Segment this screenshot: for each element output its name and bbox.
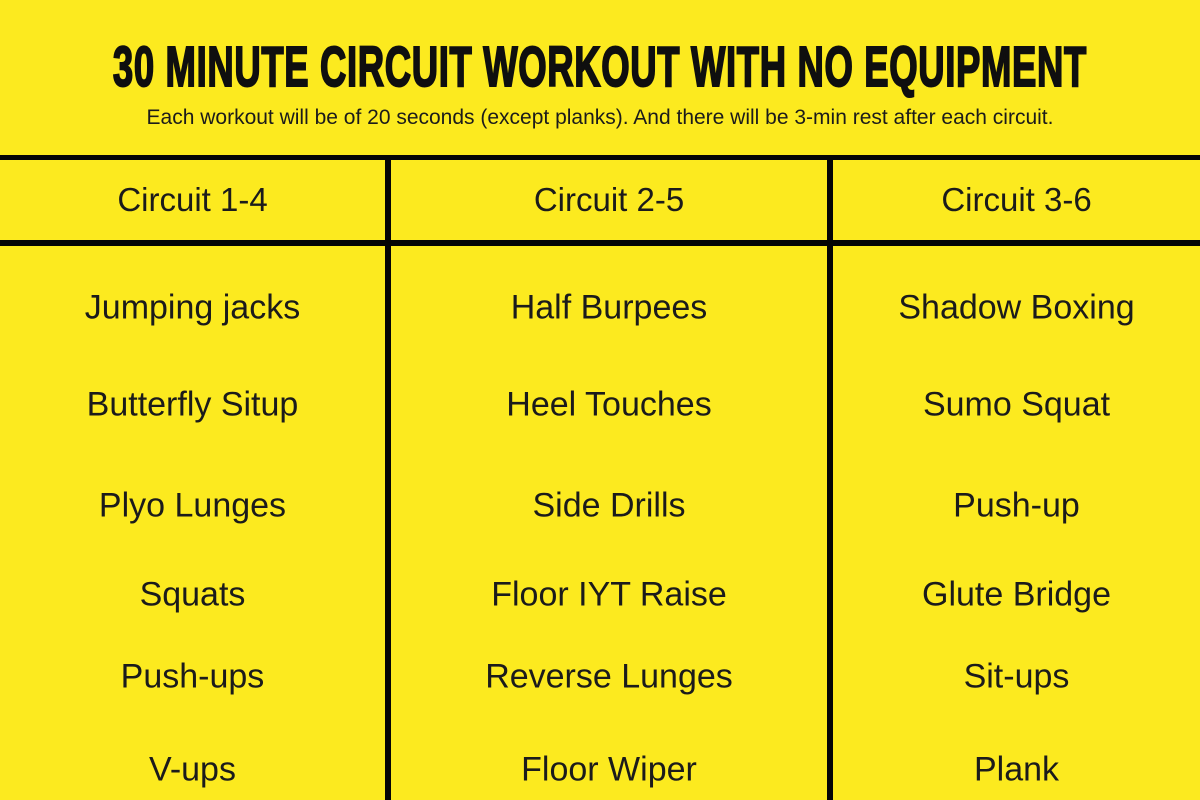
exercise-item: Half Burpees (510, 288, 708, 327)
exercise-item: Sit-ups (963, 657, 1070, 696)
exercise-item: Plyo Lunges (98, 486, 287, 525)
page-subtitle: Each workout will be of 20 seconds (except planks). And there will be 3-min rest after each circuit. (146, 106, 1054, 129)
column-header-circuit-3-6: Circuit 3-6 (941, 181, 1092, 218)
exercise-item: Side Drills (532, 486, 686, 525)
exercise-item: Shadow Boxing (898, 288, 1135, 327)
exercise-item: Heel Touches (506, 385, 712, 424)
exercise-item: Squats (139, 575, 246, 614)
column-header-circuit-2-5: Circuit 2-5 (533, 181, 685, 218)
column-circuit-2-5 (391, 246, 827, 800)
exercise-item: Plank (973, 750, 1060, 789)
column-circuit-1-4 (0, 246, 385, 800)
exercise-item: Floor Wiper (521, 750, 697, 789)
page-title-text: 30 MINUTE CIRCUIT WORKOUT WITH NO EQUIPMENT (113, 35, 1087, 99)
page-title (0, 35, 1200, 99)
exercise-item: Reverse Lunges (485, 657, 733, 696)
exercise-item: Push-ups (120, 657, 265, 696)
exercise-item: Glute Bridge (922, 575, 1111, 614)
column-circuit-3-6 (833, 246, 1200, 800)
column-header-circuit-1-4: Circuit 1-4 (117, 181, 268, 218)
exercise-item: V-ups (149, 750, 236, 789)
exercise-item: Sumo Squat (922, 385, 1111, 424)
exercise-item: Jumping jacks (84, 288, 301, 327)
exercise-item: Push-up (953, 486, 1080, 525)
exercise-item: Floor IYT Raise (491, 575, 727, 614)
exercise-item: Butterfly Situp (86, 385, 299, 424)
